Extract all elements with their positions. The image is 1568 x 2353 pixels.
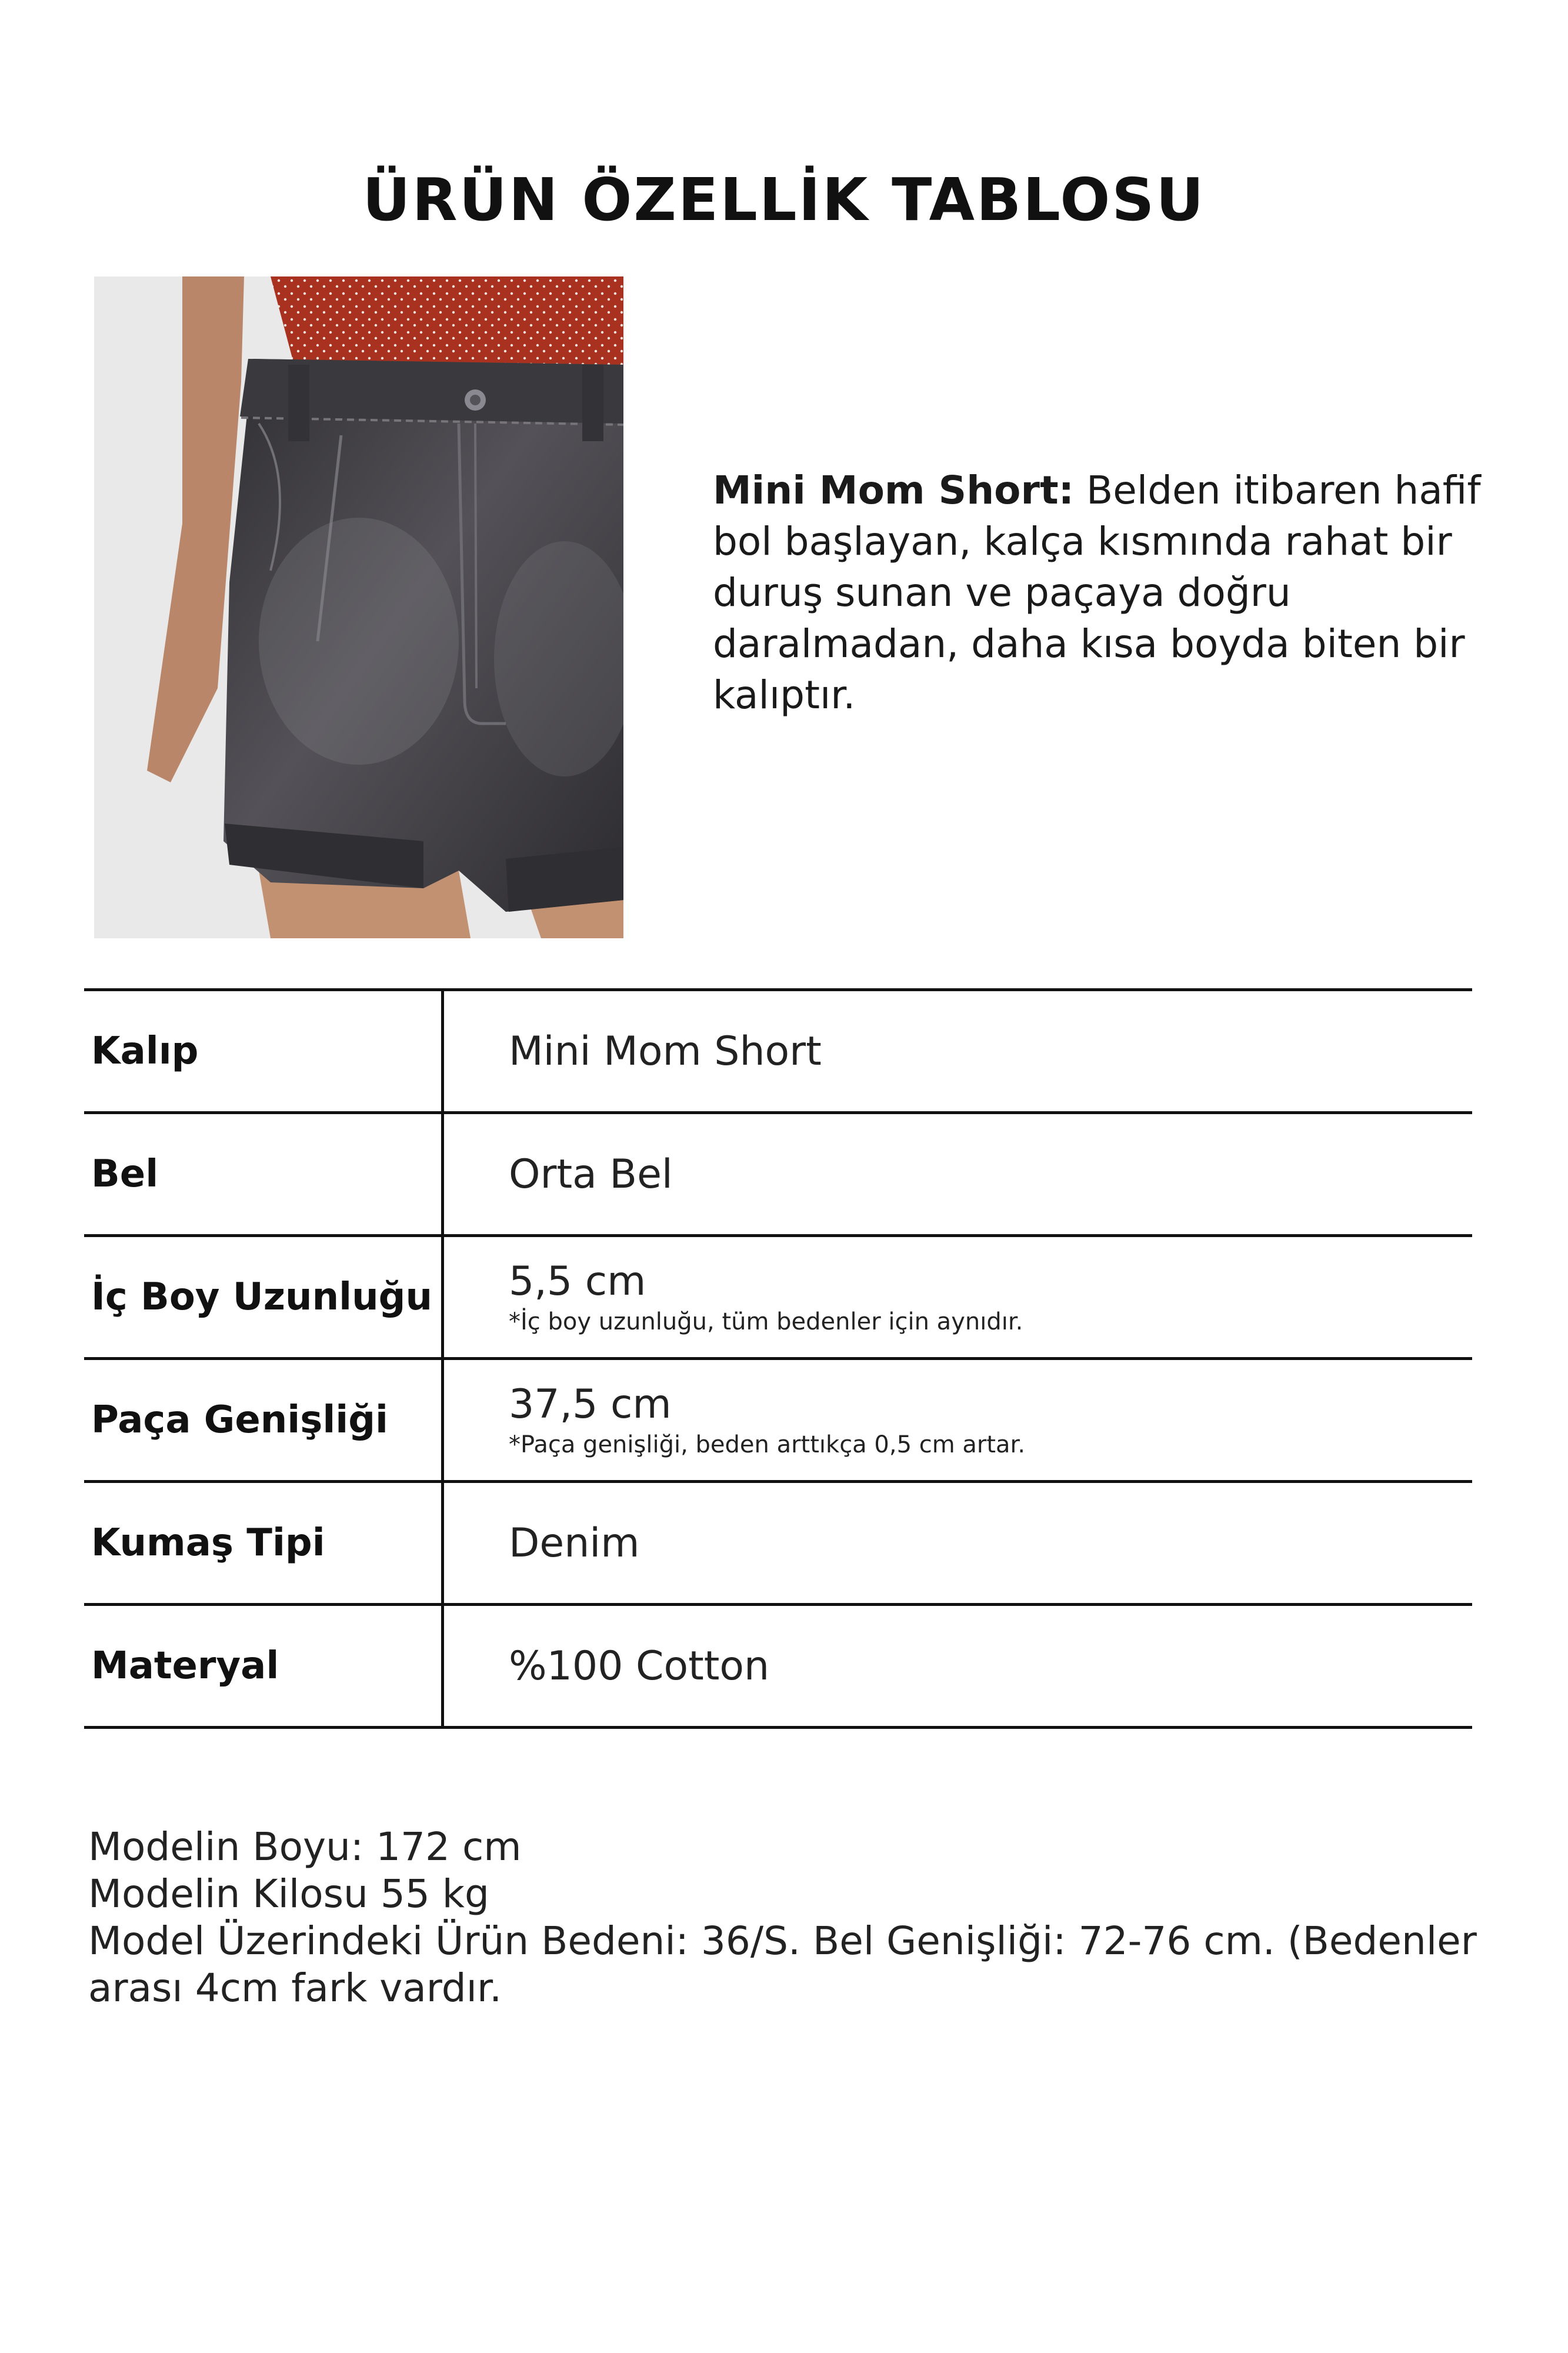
row-label: İç Boy Uzunluğu — [84, 1236, 443, 1359]
row-value-cell — [443, 1113, 1473, 1236]
row-value: 37,5 cm — [509, 1381, 672, 1428]
table-row — [84, 1482, 1472, 1605]
row-value-cell — [443, 1605, 1473, 1728]
row-label: Kumaş Tipi — [84, 1482, 443, 1605]
description-text: Belden itibaren hafif bol başlayan, kalça kısmında rahat bir duruş sunan ve paçaya doğru daralmadan, daha kısa boyda biten bir kalıptır. — [713, 468, 1481, 718]
row-value: 5,5 cm — [509, 1258, 646, 1305]
row-note: *İç boy uzunluğu, tüm bedenler için aynıdır. — [509, 1308, 1023, 1335]
product-description — [713, 465, 1524, 721]
row-value-cell — [443, 990, 1473, 1113]
model-height: Modelin Boyu: 172 cm — [88, 1824, 522, 1869]
table-row — [84, 1359, 1472, 1482]
row-value: Mini Mom Short — [509, 1028, 822, 1075]
row-label: Kalıp — [84, 990, 443, 1113]
product-name: Mini Mom Short: — [713, 468, 1075, 513]
row-label: Bel — [84, 1113, 443, 1236]
denim-shorts-image — [94, 276, 623, 938]
table-row — [84, 990, 1472, 1113]
spec-table — [84, 988, 1472, 1729]
table-row — [84, 1113, 1472, 1236]
product-photo — [94, 276, 623, 938]
row-value: %100 Cotton — [509, 1642, 770, 1689]
row-value: Orta Bel — [509, 1151, 673, 1198]
model-info — [88, 1824, 1500, 2012]
row-note: *Paça genişliği, beden arttıkça 0,5 cm artar. — [509, 1431, 1026, 1458]
model-weight: Modelin Kilosu 55 kg — [88, 1871, 489, 1917]
table-row — [84, 1236, 1472, 1359]
row-label: Paça Genişliği — [84, 1359, 443, 1482]
row-label: Materyal — [84, 1605, 443, 1728]
row-value-cell — [443, 1482, 1473, 1605]
row-value-cell — [443, 1359, 1473, 1482]
row-value: Denim — [509, 1519, 640, 1567]
page-title: ÜRÜN ÖZELLİK TABLOSU — [362, 165, 1206, 234]
model-size: Model Üzerindeki Ürün Bedeni: 36/S. Bel Genişliği: 72-76 cm. (Bedenler arası 4cm fark vardır. — [88, 1918, 1477, 2011]
row-value-cell — [443, 1236, 1473, 1359]
table-row — [84, 1605, 1472, 1728]
